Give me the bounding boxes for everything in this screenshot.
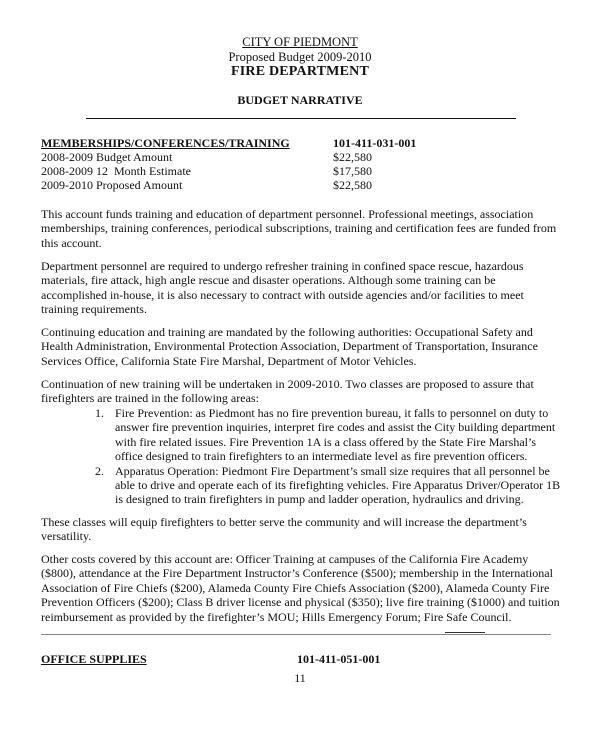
paragraph-refresher-training: Department personnel are required to undergo refresher training in confined space rescue, hazardous materials, fire attack, high angle rescue and disaster operations. Although some training can be accomplished in-house, it is also necessary to contract with outside agencies and/or facilities to meet training requirements. bbox=[41, 259, 524, 317]
list-item-text: Apparatus Operation: Piedmont Fire Department’s small size requires that all personnel be able to drive and operate each of its firefighting vehicles. Fire Apparatus Driver/Operator 1B is designed to train firefighters in pump and ladder operation, hydraulics and driving. bbox=[115, 463, 561, 507]
budget-row-label: 2008-2009 Budget Amount bbox=[41, 150, 173, 164]
budget-year: Proposed Budget 2009-2010 bbox=[228, 50, 372, 64]
narrative-heading: BUDGET NARRATIVE bbox=[237, 93, 363, 107]
city-name: CITY OF PIEDMONT bbox=[242, 35, 358, 49]
footer-accent-rule bbox=[445, 632, 485, 633]
budget-row-value: $17,580 bbox=[333, 164, 372, 178]
paragraph-new-training: Continuation of new training will be undertaken in 2009-2010. Two classes are proposed to assure that firefighters are trained in the following areas: bbox=[41, 377, 534, 406]
paragraph-mandates: Continuing education and training are mandated by the following authorities: Occupational Safety and Health Administration, Environmental Protection Association, Department of Transportation, Insurance Services Office, California State Fire Marshal, Department of Motor Vehicles. bbox=[41, 325, 538, 368]
section-title-memberships: MEMBERSHIPS/CONFERENCES/TRAINING bbox=[41, 136, 290, 150]
footer-divider bbox=[41, 634, 551, 635]
section-title-office-supplies: OFFICE SUPPLIES bbox=[41, 652, 147, 666]
page-number: 11 bbox=[294, 671, 306, 685]
list-item bbox=[95, 406, 565, 464]
paragraph-other-costs: Other costs covered by this account are: Officer Training at campuses of the California Fire Academy ($800), attendance at the Fire Department Instructor’s Conference ($500); membership in the International Association of Fire Chiefs ($200), Alameda County Fire Chiefs Association ($200), Alameda County Fire Prevention Officers ($200); Class B driver license and physical ($350); live fire training ($1000) and tuition reimbursement as provided by the firefighter’s MOU; Hills Emergency Forum; Fire Safe Council. bbox=[41, 552, 560, 624]
header-divider bbox=[86, 118, 516, 119]
list-item-text: Fire Prevention: as Piedmont has no fire prevention bureau, it falls to personnel on duty to answer fire prevention inquiries, interpret fire codes and assist the City building department with fire related issues. Fire Prevention 1A is a class offered by the State Fire Marshal’s office designed to train firefighters to an intermediate level as fire prevention officers. bbox=[115, 406, 556, 464]
account-number: 101-411-051-001 bbox=[297, 652, 381, 666]
budget-row-value: $22,580 bbox=[333, 150, 372, 164]
paragraph-classes-benefit: These classes will equip firefighters to better serve the community and will increase the department’s versatility. bbox=[41, 515, 527, 544]
list-item-number: 2. bbox=[95, 463, 104, 478]
training-class-list bbox=[95, 406, 565, 507]
budget-row-label: 2008-2009 12 Month Estimate bbox=[41, 164, 191, 178]
paragraph-account-purpose: This account funds training and education of department personnel. Professional meetings, association memberships, training conferences, periodical subscriptions, training and certification fees are funded from this account. bbox=[41, 207, 557, 250]
list-item-number: 1. bbox=[95, 406, 104, 420]
account-number: 101-411-031-001 bbox=[333, 136, 417, 150]
budget-row-label: 2009-2010 Proposed Amount bbox=[41, 178, 183, 192]
budget-row-value: $22,580 bbox=[333, 178, 372, 192]
department-title: FIRE DEPARTMENT bbox=[231, 64, 369, 79]
list-item bbox=[95, 464, 565, 507]
